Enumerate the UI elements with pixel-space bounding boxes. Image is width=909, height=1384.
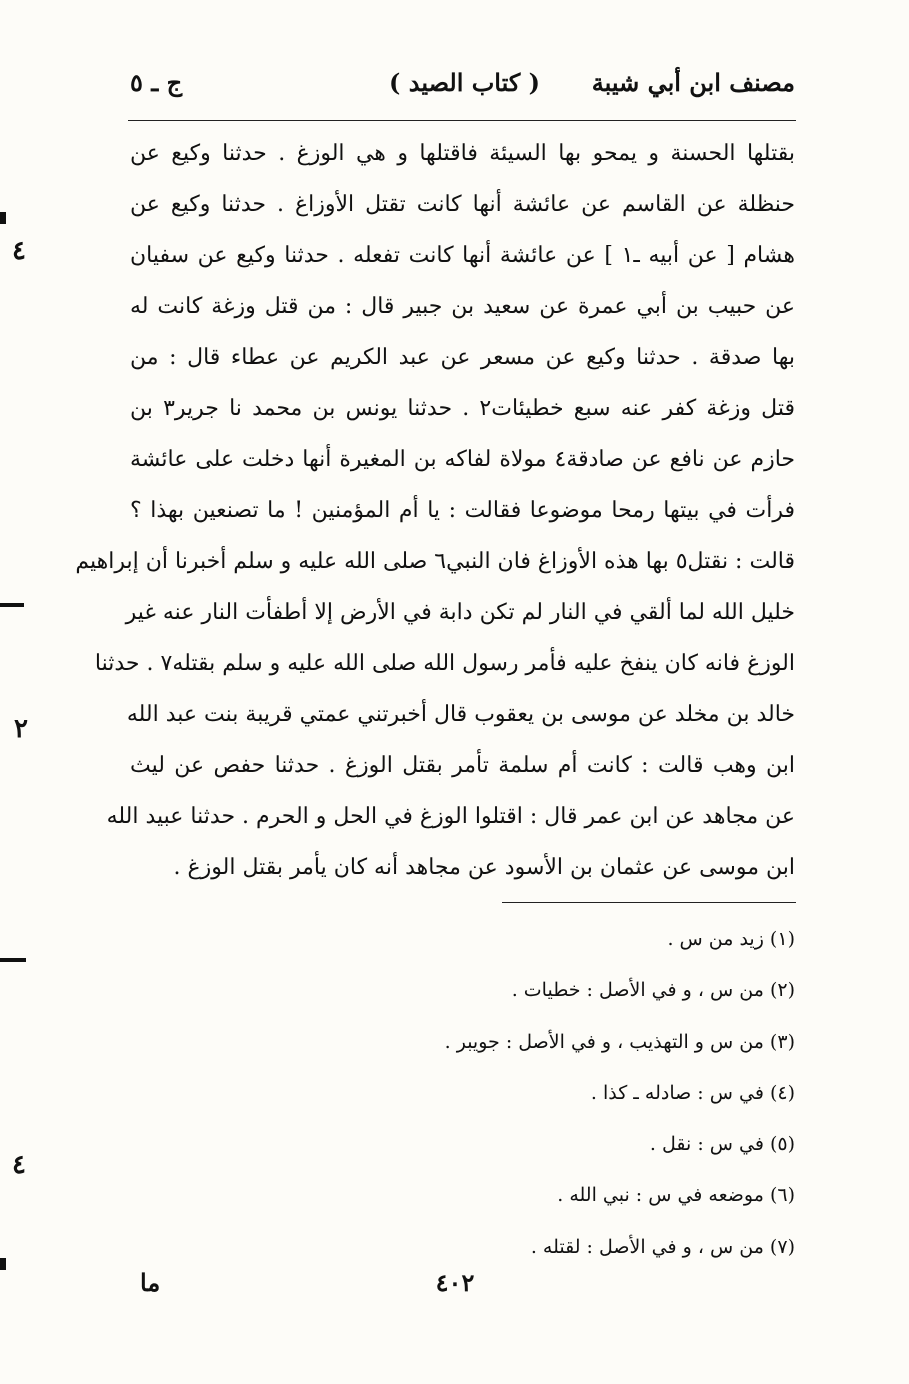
text-line: قالت : نقتل٥ بها هذه الأوزاغ فان النبي٦ صلى الله عليه و سلم أخبرنا أن إبراهيم — [75, 549, 795, 574]
footnote: (٧) من س ، و في الأصل : لقتله . — [530, 1235, 795, 1258]
text-line: عن مجاهد عن ابن عمر قال : اقتلوا الوزغ في الحل و الحرم . حدثنا عبيد الله — [106, 804, 795, 829]
margin-note: ٤ — [12, 236, 26, 266]
text-line: حنظلة عن القاسم عن عائشة أنها كانت تقتل الأوزاغ . حدثنا وكيع عن — [130, 192, 795, 217]
margin-scan-mark — [0, 603, 24, 607]
footnote: (٦) موضعه في س : نبي الله . — [557, 1184, 795, 1207]
catchword: ما — [140, 1268, 161, 1297]
text-line: قتل وزغة كفر عنه سبع خطيئات٢ . حدثنا يونس بن محمد نا جرير٣ بن — [130, 396, 795, 421]
footnote: (٣) من س و التهذيب ، و في الأصل : جويبر . — [444, 1030, 795, 1053]
text-line: خليل الله لما ألقي في النار لم تكن دابة في الأرض إلا أطفأت النار عنه غير — [125, 600, 795, 625]
footnote-rule — [502, 902, 796, 903]
margin-scan-mark — [0, 1258, 6, 1270]
header-rule — [128, 120, 796, 121]
text-line: حازم عن نافع عن صادقة٤ مولاة لفاكه بن المغيرة أنها دخلت على عائشة — [130, 447, 795, 472]
footnote: (١) زيد من س . — [667, 928, 795, 950]
margin-note: ٤ — [12, 1150, 26, 1180]
margin-note: ٢ — [14, 714, 28, 744]
section-title: ( كتاب الصيد ) — [389, 68, 540, 97]
text-line: الوزغ فانه كان ينفخ عليه فأمر رسول الله صلى الله عليه و سلم بقتله٧ . حدثنا — [94, 651, 795, 676]
text-line: ابن موسى عن عثمان بن الأسود عن مجاهد أنه كان يأمر بقتل الوزغ . — [173, 855, 795, 880]
margin-scan-mark — [0, 958, 26, 962]
footnotes — [130, 916, 795, 1275]
text-line: بقتلها الحسنة و يمحو بها السيئة فاقتلها و هي الوزغ . حدثنا وكيع عن — [130, 141, 795, 166]
text-line: فرأت في بيتها رمحا موضوعا فقالت : يا أم المؤمنين ! ما تصنعين بهذا ؟ — [130, 498, 795, 523]
page-number: ٤٠٢ — [435, 1268, 475, 1297]
text-line: عن حبيب بن أبي عمرة عن سعيد بن جبير قال : من قتل وزغة كانت له — [130, 294, 795, 319]
volume-label: ج ـ ٥ — [130, 68, 183, 97]
footnote: (٢) من س ، و في الأصل : خطيات . — [511, 979, 795, 1002]
text-line: ابن وهب قالت : كانت أم سلمة تأمر بقتل الوزغ . حدثنا حفص عن ليث — [130, 753, 795, 778]
footnote: (٥) في س : نقل . — [649, 1133, 795, 1156]
text-line: خالد بن مخلد عن موسى بن يعقوب قال أخبرتني عمتي قريبة بنت عبد الله — [126, 702, 795, 727]
main-text — [75, 128, 795, 893]
footnote: (٤) في س : صادله ـ كذا . — [590, 1081, 795, 1104]
margin-scan-mark — [0, 212, 6, 224]
running-header — [130, 68, 795, 108]
text-line: بها صدقة . حدثنا وكيع عن مسعر عن عبد الكريم عن عطاء قال : من — [130, 345, 795, 370]
book-title: مصنف ابن أبي شيبة — [591, 68, 795, 97]
text-line: هشام [ عن أبيه ـ١ ] عن عائشة أنها كانت تفعله . حدثنا وكيع عن سفيان — [130, 243, 795, 268]
